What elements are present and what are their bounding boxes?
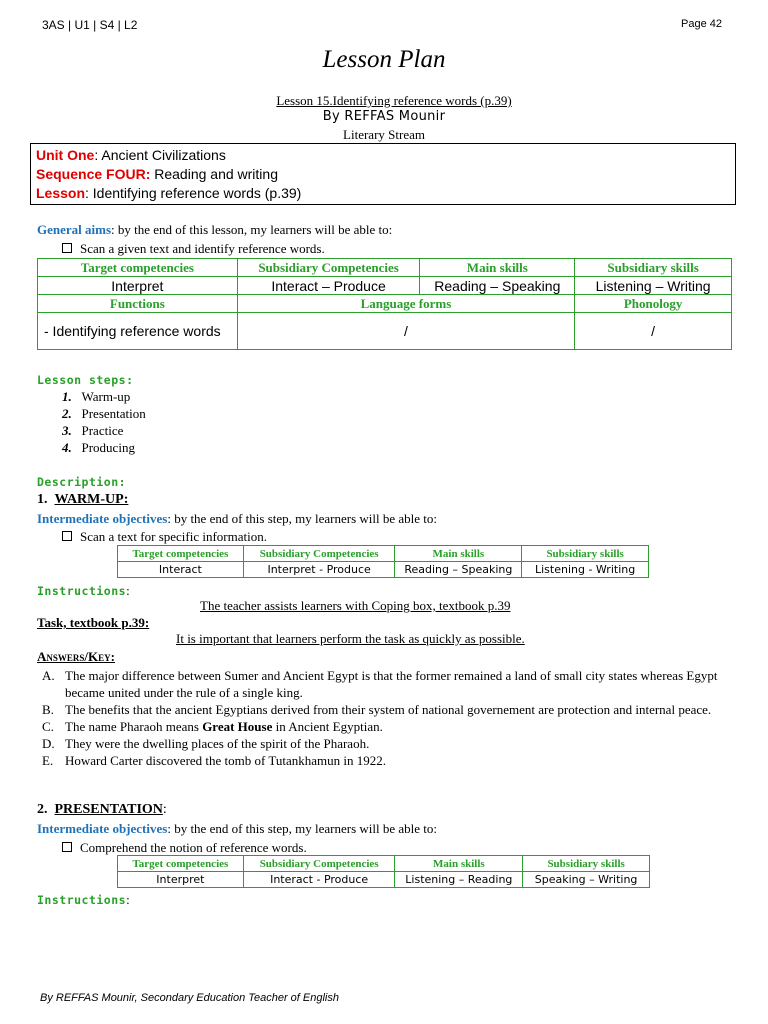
list-item: 4. Producing [62,440,135,455]
list-item: C. The name Pharaoh means Great House in Ancient Egyptian. [42,719,383,734]
header-code: 3AS | U1 | S4 | L2 [42,18,138,32]
cell-subsidiary-skills: Listening – Writing [575,277,732,295]
page-number: Page 42 [681,18,722,30]
header-subsidiary-competencies: Subsidiary Competencies [237,259,420,277]
warmup-cell-main-skills: Reading – Speaking [395,562,522,578]
warmup-heading: 1. WARM-UP: [37,492,129,507]
lesson-subtitle: Lesson 15.Identifying reference words (p.39) [276,93,512,108]
checkbox-icon [62,531,72,541]
warmup-instructions-heading: Instructions: [37,583,130,598]
task-text: It is important that learners perform the task as quickly as possible. [176,631,525,646]
warmup-bullet: Scan a text for specific information. [62,529,267,545]
cell-language-forms: / [237,313,575,350]
presentation-title: PRESENTATION [54,802,163,817]
list-item: 1. Warm-up [62,389,131,404]
general-aims-bullet [62,241,325,257]
presentation-bullet: Comprehend the notion of reference words. [62,840,307,856]
header-subsidiary-skills: Subsidiary skills [575,259,732,277]
header-target-competencies: Target competencies [38,259,238,277]
presentation-table [117,855,650,888]
cell-subsidiary-competencies: Interact – Produce [237,277,420,295]
presentation-instructions-heading: Instructions: [37,892,130,907]
list-item: A. The major difference between Sumer and Ancient Egypt is that the former remained a land of small city states whereas Egypt became united under the rule of a single king. [42,668,718,700]
list-item: 3. Practice [62,423,124,438]
unit-info-box [30,143,736,205]
task-label: Task, textbook p.39: [37,615,150,630]
presentation-heading: 2. PRESENTATION: [37,802,167,817]
warmup-instruction-text: The teacher assists learners with Coping box, textbook p.39 [200,598,511,613]
page-title: Lesson Plan [322,46,446,73]
warmup-header-main-skills: Main skills [395,546,522,562]
list-item: E. Howard Carter discovered the tomb of Tutankhamun in 1922. [42,753,386,768]
header-language-forms: Language forms [237,295,575,313]
warmup-cell-target: Interact [118,562,244,578]
header-main-skills: Main skills [420,259,575,277]
warmup-title: WARM-UP: [54,492,129,507]
unit-label: Unit One [36,147,95,163]
cell-phonology: / [575,313,732,350]
presentation-cell-main-skills: Listening – Reading [395,872,523,888]
footer-author: By REFFAS Mounir, Secondary Education Teacher of English [40,992,339,1004]
sequence-line [36,165,735,184]
lesson-line [36,184,735,203]
presentation-objectives: Intermediate objectives: by the end of this step, my learners will be able to: [37,821,438,836]
lesson-label: Lesson [36,185,86,201]
presentation-header-subsidiary-comp: Subsidiary Competencies [243,856,395,872]
warmup-header-subsidiary-comp: Subsidiary Competencies [243,546,395,562]
sequence-value: Reading and writing [150,166,278,182]
cell-functions: - Identifying reference words [38,313,238,350]
unit-value: : Ancient Civilizations [94,147,226,163]
warmup-objectives: Intermediate objectives: by the end of this step, my learners will be able to: [37,511,438,526]
general-aims-text: : by the end of this lesson, my learners will be able to: [111,222,393,237]
cell-main-skills: Reading – Speaking [420,277,575,295]
warmup-header-subsidiary-skills: Subsidiary skills [522,546,649,562]
lesson-steps-heading: Lesson steps: [37,373,134,387]
unit-line [36,146,735,165]
presentation-cell-subsidiary-skills: Speaking – Writing [523,872,650,888]
stream-line: Literary Stream [343,127,425,142]
cell-target-competencies: Interpret [38,277,238,295]
presentation-header-main-skills: Main skills [395,856,523,872]
header-phonology: Phonology [575,295,732,313]
answers-list [37,667,737,769]
warmup-cell-subsidiary-skills: Listening - Writing [522,562,649,578]
presentation-header-target: Target competencies [118,856,244,872]
header-functions: Functions [38,295,238,313]
competencies-table [37,258,732,350]
presentation-cell-subsidiary-comp: Interact - Produce [243,872,395,888]
checkbox-icon [62,243,72,253]
list-item: B. The benefits that the ancient Egyptians derived from their system of national governement are protection and internal peace. [42,702,712,717]
description-heading: Description: [37,475,127,489]
general-aims-bullet-text: Scan a given text and identify reference words. [80,241,325,256]
presentation-cell-target: Interpret [118,872,244,888]
general-aims [37,222,392,238]
answers-heading: Answers/Key: [37,649,115,664]
presentation-header-subsidiary-skills: Subsidiary skills [523,856,650,872]
warmup-table [117,545,649,578]
lesson-steps-list [62,388,146,456]
warmup-header-target: Target competencies [118,546,244,562]
general-aims-label: General aims [37,222,112,237]
list-item: 2. Presentation [62,406,146,421]
sequence-label: Sequence FOUR: [36,166,151,182]
author-line: By REFFAS Mounir [322,109,446,124]
list-item: D. They were the dwelling places of the spirit of the Pharaoh. [42,736,370,751]
lesson-value: : Identifying reference words (p.39) [85,185,302,201]
warmup-cell-subsidiary-comp: Interpret - Produce [243,562,395,578]
checkbox-icon [62,842,72,852]
